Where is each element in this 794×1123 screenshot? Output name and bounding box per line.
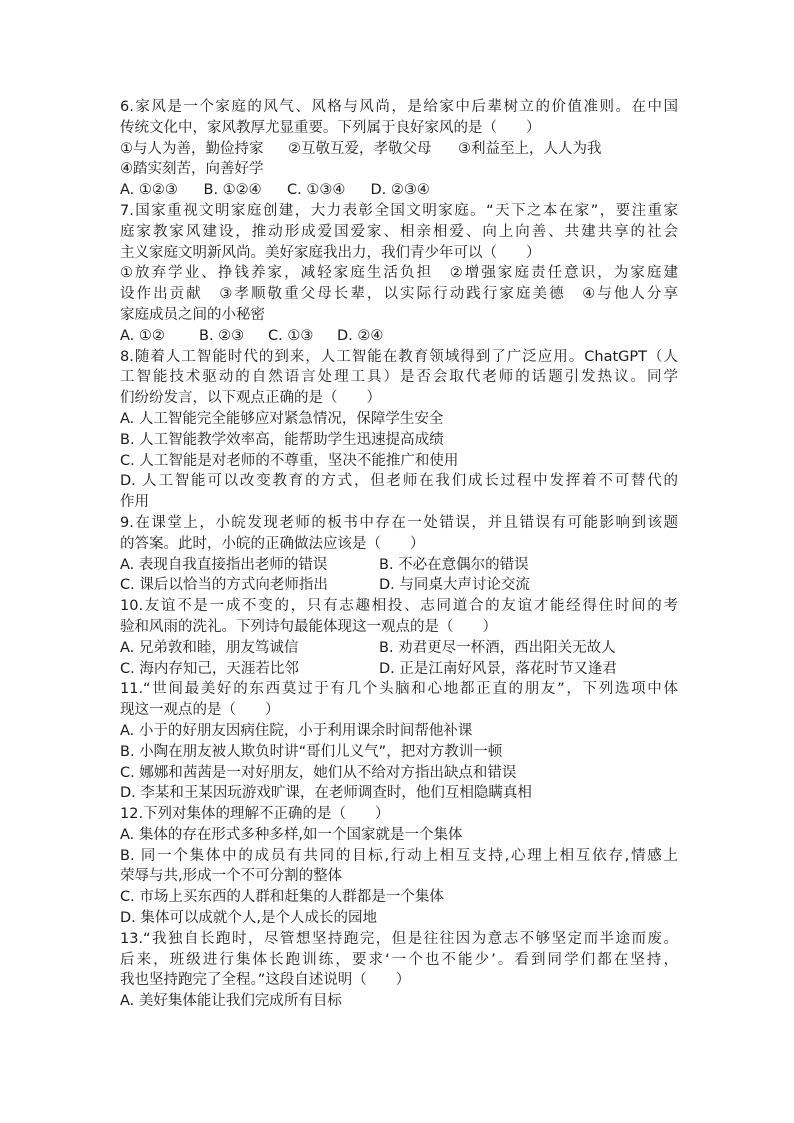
choice-option: A. 表现自我直接指出老师的错误 [120, 556, 328, 573]
statement-row [120, 139, 678, 160]
question-item [120, 929, 678, 1012]
choice-option [120, 451, 678, 472]
choice-option-line: A. 小于的好朋友因病住院，小于利用课余时间帮他补课 [120, 722, 473, 739]
choice-option: B. ②③ [199, 327, 245, 344]
choice-option [120, 471, 678, 513]
choice-option: A. 兄弟敦和睦，朋友笃诚信 [120, 639, 299, 656]
statement-group [120, 263, 678, 325]
question-stem [120, 347, 678, 409]
choice-option: B. ①②④ [203, 182, 262, 199]
question-stem-line: 13.“我独自长跑时，尽管想坚持跑完，但是往往因为意志不够坚定而半途而废。 [120, 930, 678, 947]
question-stem-line: 的答案。此时，小皖的正确做法应该是（ ） [120, 535, 425, 552]
question-stem-line: 10.友谊不是一成不变的，只有志趣相投、志同道合的友谊才能经得住时间的考 [120, 598, 678, 615]
statement-item: ②互敬互爱，孝敬父母 [288, 140, 432, 157]
question-stem [120, 929, 678, 991]
choice-row [120, 659, 678, 680]
question-item [120, 596, 678, 679]
question-stem-line: 工智能技术驱动的自然语言处理工具）是否会取代老师的话题引发热议。同学 [120, 369, 678, 386]
question-stem-line: 们纷纷发言，以下观点正确的是（ ） [120, 390, 381, 407]
choice-option [120, 908, 678, 929]
question-stem [120, 596, 678, 638]
question-item [120, 513, 678, 596]
question-stem [120, 201, 678, 263]
choice-option [120, 430, 678, 451]
question-stem-line: 8.随着人工智能时代的到来，人工智能在教育领域得到了广泛应用。ChatGPT（人 [120, 348, 678, 365]
choice-option [120, 783, 678, 804]
statement-line: ①放弃学业、挣钱养家，减轻家庭生活负担 ②增强家庭责任意识，为家庭建 [120, 265, 678, 282]
question-stem [120, 804, 678, 825]
choice-row [120, 180, 678, 201]
question-item [120, 201, 678, 347]
choice-option-line: D. 集体可以成就个人,是个人成长的园地 [120, 910, 377, 927]
choice-option: A. ①② [120, 327, 165, 344]
choice-option: B. 不必在意偶尔的错误 [379, 556, 529, 573]
statement-line: 家庭成员之间的小秘密 [120, 306, 265, 323]
question-stem-line: 6.家风是一个家庭的风气、风格与风尚，是给家中后辈树立的价值准则。在中国 [120, 99, 678, 115]
choice-option: C. 课后以恰当的方式向老师指出 [120, 577, 328, 594]
question-item [120, 97, 678, 201]
choice-option-line: 荣辱与共,形成一个不可分割的整体 [120, 868, 343, 885]
choice-option [120, 409, 678, 430]
statement-line: ④踏实刻苦，向善好学 [120, 161, 264, 178]
choice-option: D. ②③④ [370, 182, 430, 199]
question-stem-line: 后来，班级进行集体长跑训练，要求‘一个也不能少’。看到同学们都在坚持， [120, 951, 678, 968]
choice-option-line: A. 美好集体能让我们完成所有目标 [120, 993, 342, 1010]
choice-row [120, 575, 678, 596]
choice-option-line: D. 人工智能可以改变教育的方式，但老师在我们成长过程中发挥着不可替代的 [120, 473, 678, 490]
choice-option-line: A. 集体的存在形式多种多样,如一个国家就是一个集体 [120, 826, 463, 843]
choice-row [120, 326, 678, 347]
question-stem [120, 679, 678, 721]
choice-option: D. 正是江南好风景，落花时节又逢君 [379, 660, 617, 677]
statement-item: ③利益至上，人人为我 [458, 140, 602, 157]
choice-option-line: C. 市场上买东西的人群和赶集的人群都是一个集体 [120, 889, 444, 906]
question-stem-line: 7.国家重视文明家庭创建，大力表彰全国文明家庭。“天下之本在家”，要注重家 [120, 202, 678, 219]
choice-option-line: 作用 [120, 494, 149, 511]
choice-option-line: B. 同一个集体中的成员有共同的目标,行动上相互支持,心理上相互依存,情感上 [120, 847, 678, 864]
choice-row [120, 638, 678, 659]
choice-option-line: A. 人工智能完全能够应对紧急情况，保障学生安全 [120, 410, 444, 427]
choice-option: A. ①②③ [120, 182, 178, 199]
choice-option [120, 763, 678, 784]
choice-option: D. 与同桌大声讨论交流 [379, 577, 530, 594]
exam-page [120, 97, 678, 1012]
statement-item: ①与人为善，勤俭持家 [120, 140, 264, 157]
question-item [120, 679, 678, 804]
question-stem [120, 513, 678, 555]
choice-option [120, 742, 678, 763]
question-stem-line: 12.下列对集体的理解不正确的是（ ） [120, 806, 390, 823]
choice-option [120, 887, 678, 908]
choice-option [120, 846, 678, 888]
choice-option: C. ①③④ [287, 182, 346, 199]
choice-option-line: C. 人工智能是对老师的不尊重，坚决不能推广和使用 [120, 452, 459, 469]
choice-option-line: C. 娜娜和茜茜是一对好朋友，她们从不给对方指出缺点和错误 [120, 764, 517, 781]
choice-option: C. ①③ [268, 327, 314, 344]
question-stem-line: 9.在课堂上，小皖发现老师的板书中存在一处错误，并且错误有可能影响到该题 [120, 514, 678, 531]
question-stem-line: 现这一观点的是（ ） [120, 702, 280, 719]
choice-option [120, 991, 678, 1012]
choice-option-line: D. 李某和王某因玩游戏旷课，在老师调查时，他们互相隐瞒真相 [120, 785, 532, 802]
question-item [120, 347, 678, 513]
choice-option: B. 劝君更尽一杯酒，西出阳关无故人 [379, 639, 616, 656]
choice-option [120, 825, 678, 846]
choice-option-line: B. 人工智能教学效率高，能帮助学生迅速提高成绩 [120, 431, 444, 448]
question-stem-line: 我也坚持跑完了全程。”这段自述说明（ ） [120, 972, 411, 989]
choice-option: C. 海内存知己，天涯若比邻 [120, 660, 299, 677]
choice-option-line: B. 小陶在朋友被人欺负时讲“哥们儿义气”，把对方教训一顿 [120, 743, 503, 760]
question-stem [120, 97, 678, 139]
question-item [120, 804, 678, 929]
choice-option: D. ②④ [337, 327, 384, 344]
choice-option [120, 721, 678, 742]
question-stem-line: 主义家庭文明新风尚。美好家庭我出力，我们青少年可以（ ） [120, 244, 541, 261]
question-stem-line: 传统文化中，家风教厚尤显重要。下列属于良好家风的是（ ） [120, 119, 541, 136]
question-stem-line: 验和风雨的洗礼。下列诗句最能体现这一观点的是（ ） [120, 618, 497, 635]
statement-group [120, 159, 678, 180]
statement-line: 设作出贡献 ③孝顺敬重父母长辈，以实际行动践行家庭美德 ④与他人分享 [120, 286, 678, 303]
question-stem-line: 庭家教家风建设，推动形成爱国爱家、相亲相爱、向上向善、共建共享的社会 [120, 223, 678, 240]
choice-row [120, 555, 678, 576]
question-stem-line: 11.“世间最美好的东西莫过于有几个头脑和心地都正直的朋友”，下列选项中体 [120, 681, 678, 698]
